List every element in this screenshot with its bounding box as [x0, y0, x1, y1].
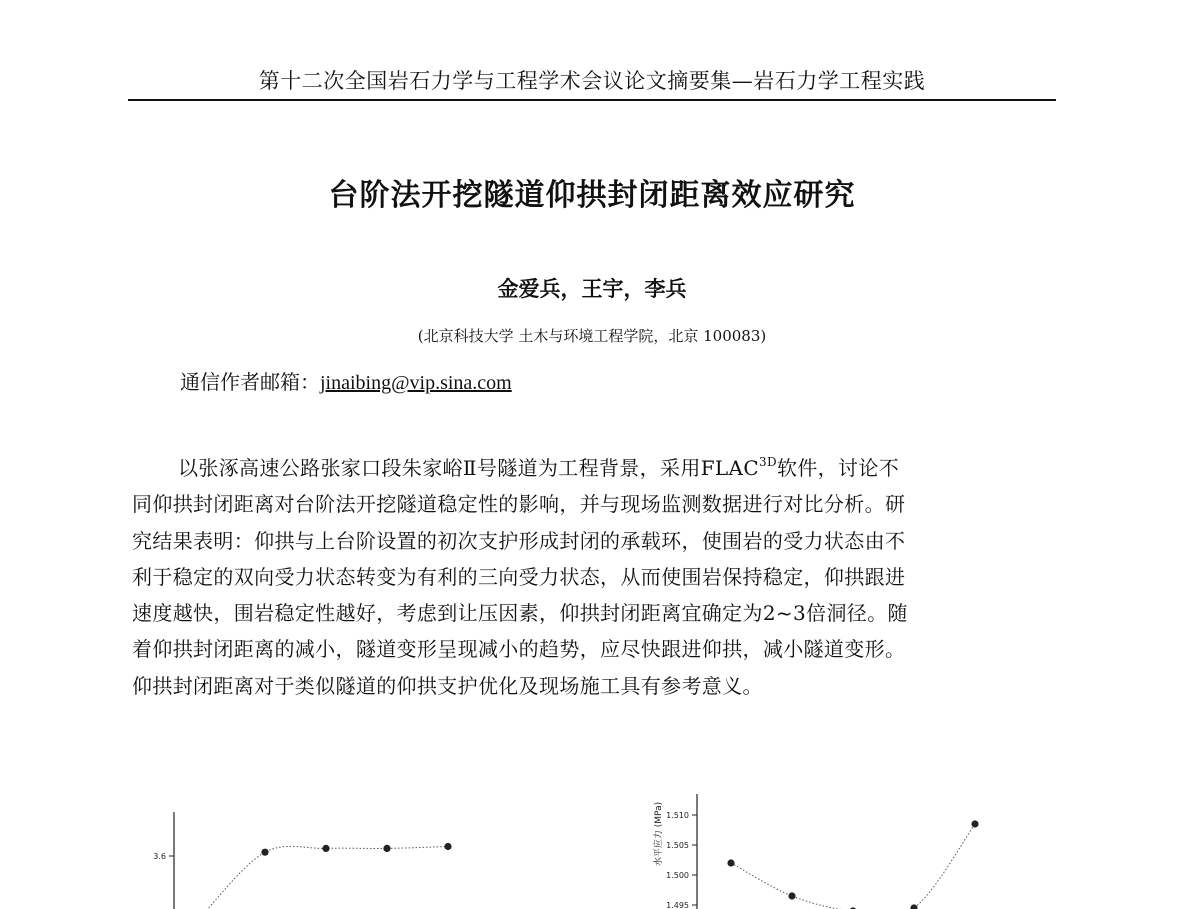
data-point [727, 859, 734, 866]
abstract-line-1-sup: 3D [759, 455, 777, 469]
y-axis-title: 水平应力 (MPa) [654, 801, 664, 867]
data-point [322, 845, 329, 852]
email-line [180, 366, 512, 399]
email-link[interactable]: jinaibing@vip.sina.com [320, 372, 512, 394]
trend-line [731, 824, 975, 909]
data-point [444, 843, 451, 850]
abstract-line-3: 究结果表明：仰拱与上台阶设置的初次支护形成封闭的承载环，使围岩的受力状态由不 [132, 528, 906, 553]
data-point [788, 892, 795, 899]
y-tick-label: 1.505 [666, 841, 689, 850]
header-rule [128, 99, 1056, 101]
data-point [910, 904, 917, 909]
running-header: 第十二次全国岩石力学与工程学术会议论文摘要集—岩石力学工程实践 [258, 69, 926, 93]
y-tick-label: 1.495 [666, 901, 689, 909]
abstract-line-2: 同仰拱封闭距离对台阶法开挖隧道稳定性的影响，并与现场监测数据进行对比分析。研 [132, 492, 906, 517]
abstract-line-1-post: 软件，讨论不 [776, 456, 900, 480]
abstract-line-4: 利于稳定的双向受力状态转变为有利的三向受力状态，从而使围岩保持稳定，仰拱跟进 [132, 564, 906, 589]
abstract [132, 450, 1056, 704]
data-point [261, 849, 268, 856]
data-point [971, 820, 978, 827]
abstract-line-5: 速度越快，围岩稳定性越好，考虑到让压因素，仰拱封闭距离宜确定为2~3倍洞径。随 [132, 601, 908, 626]
chart-left [128, 790, 488, 909]
chart-right [650, 790, 1010, 909]
paper-title: 台阶法开挖隧道仰拱封闭距离效应研究 [328, 178, 856, 213]
y-tick-label: 1.510 [666, 811, 689, 820]
email-label: 通信作者邮箱： [180, 370, 320, 394]
abstract-line-6: 着仰拱封闭距离的减小，隧道变形呈现减小的趋势，应尽快跟进仰拱，减小隧道变形。 [132, 637, 906, 662]
paper-authors: 金爱兵，王宇，李兵 [497, 277, 687, 301]
y-tick-label: 1.500 [666, 871, 689, 880]
data-point [383, 845, 390, 852]
abstract-line-1-pre: 以张涿高速公路张家口段朱家峪Ⅱ号隧道为工程背景，采用FLAC [178, 456, 759, 480]
y-tick-label: 3.6 [153, 852, 166, 861]
paper-affiliation: (北京科技大学 土木与环境工程学院，北京 100083) [417, 327, 767, 345]
abstract-line-7: 仰拱封闭距离对于类似隧道的仰拱支护优化及现场施工具有参考意义。 [132, 673, 763, 698]
trend-line [204, 846, 448, 909]
abstract-line-1 [132, 450, 1056, 486]
